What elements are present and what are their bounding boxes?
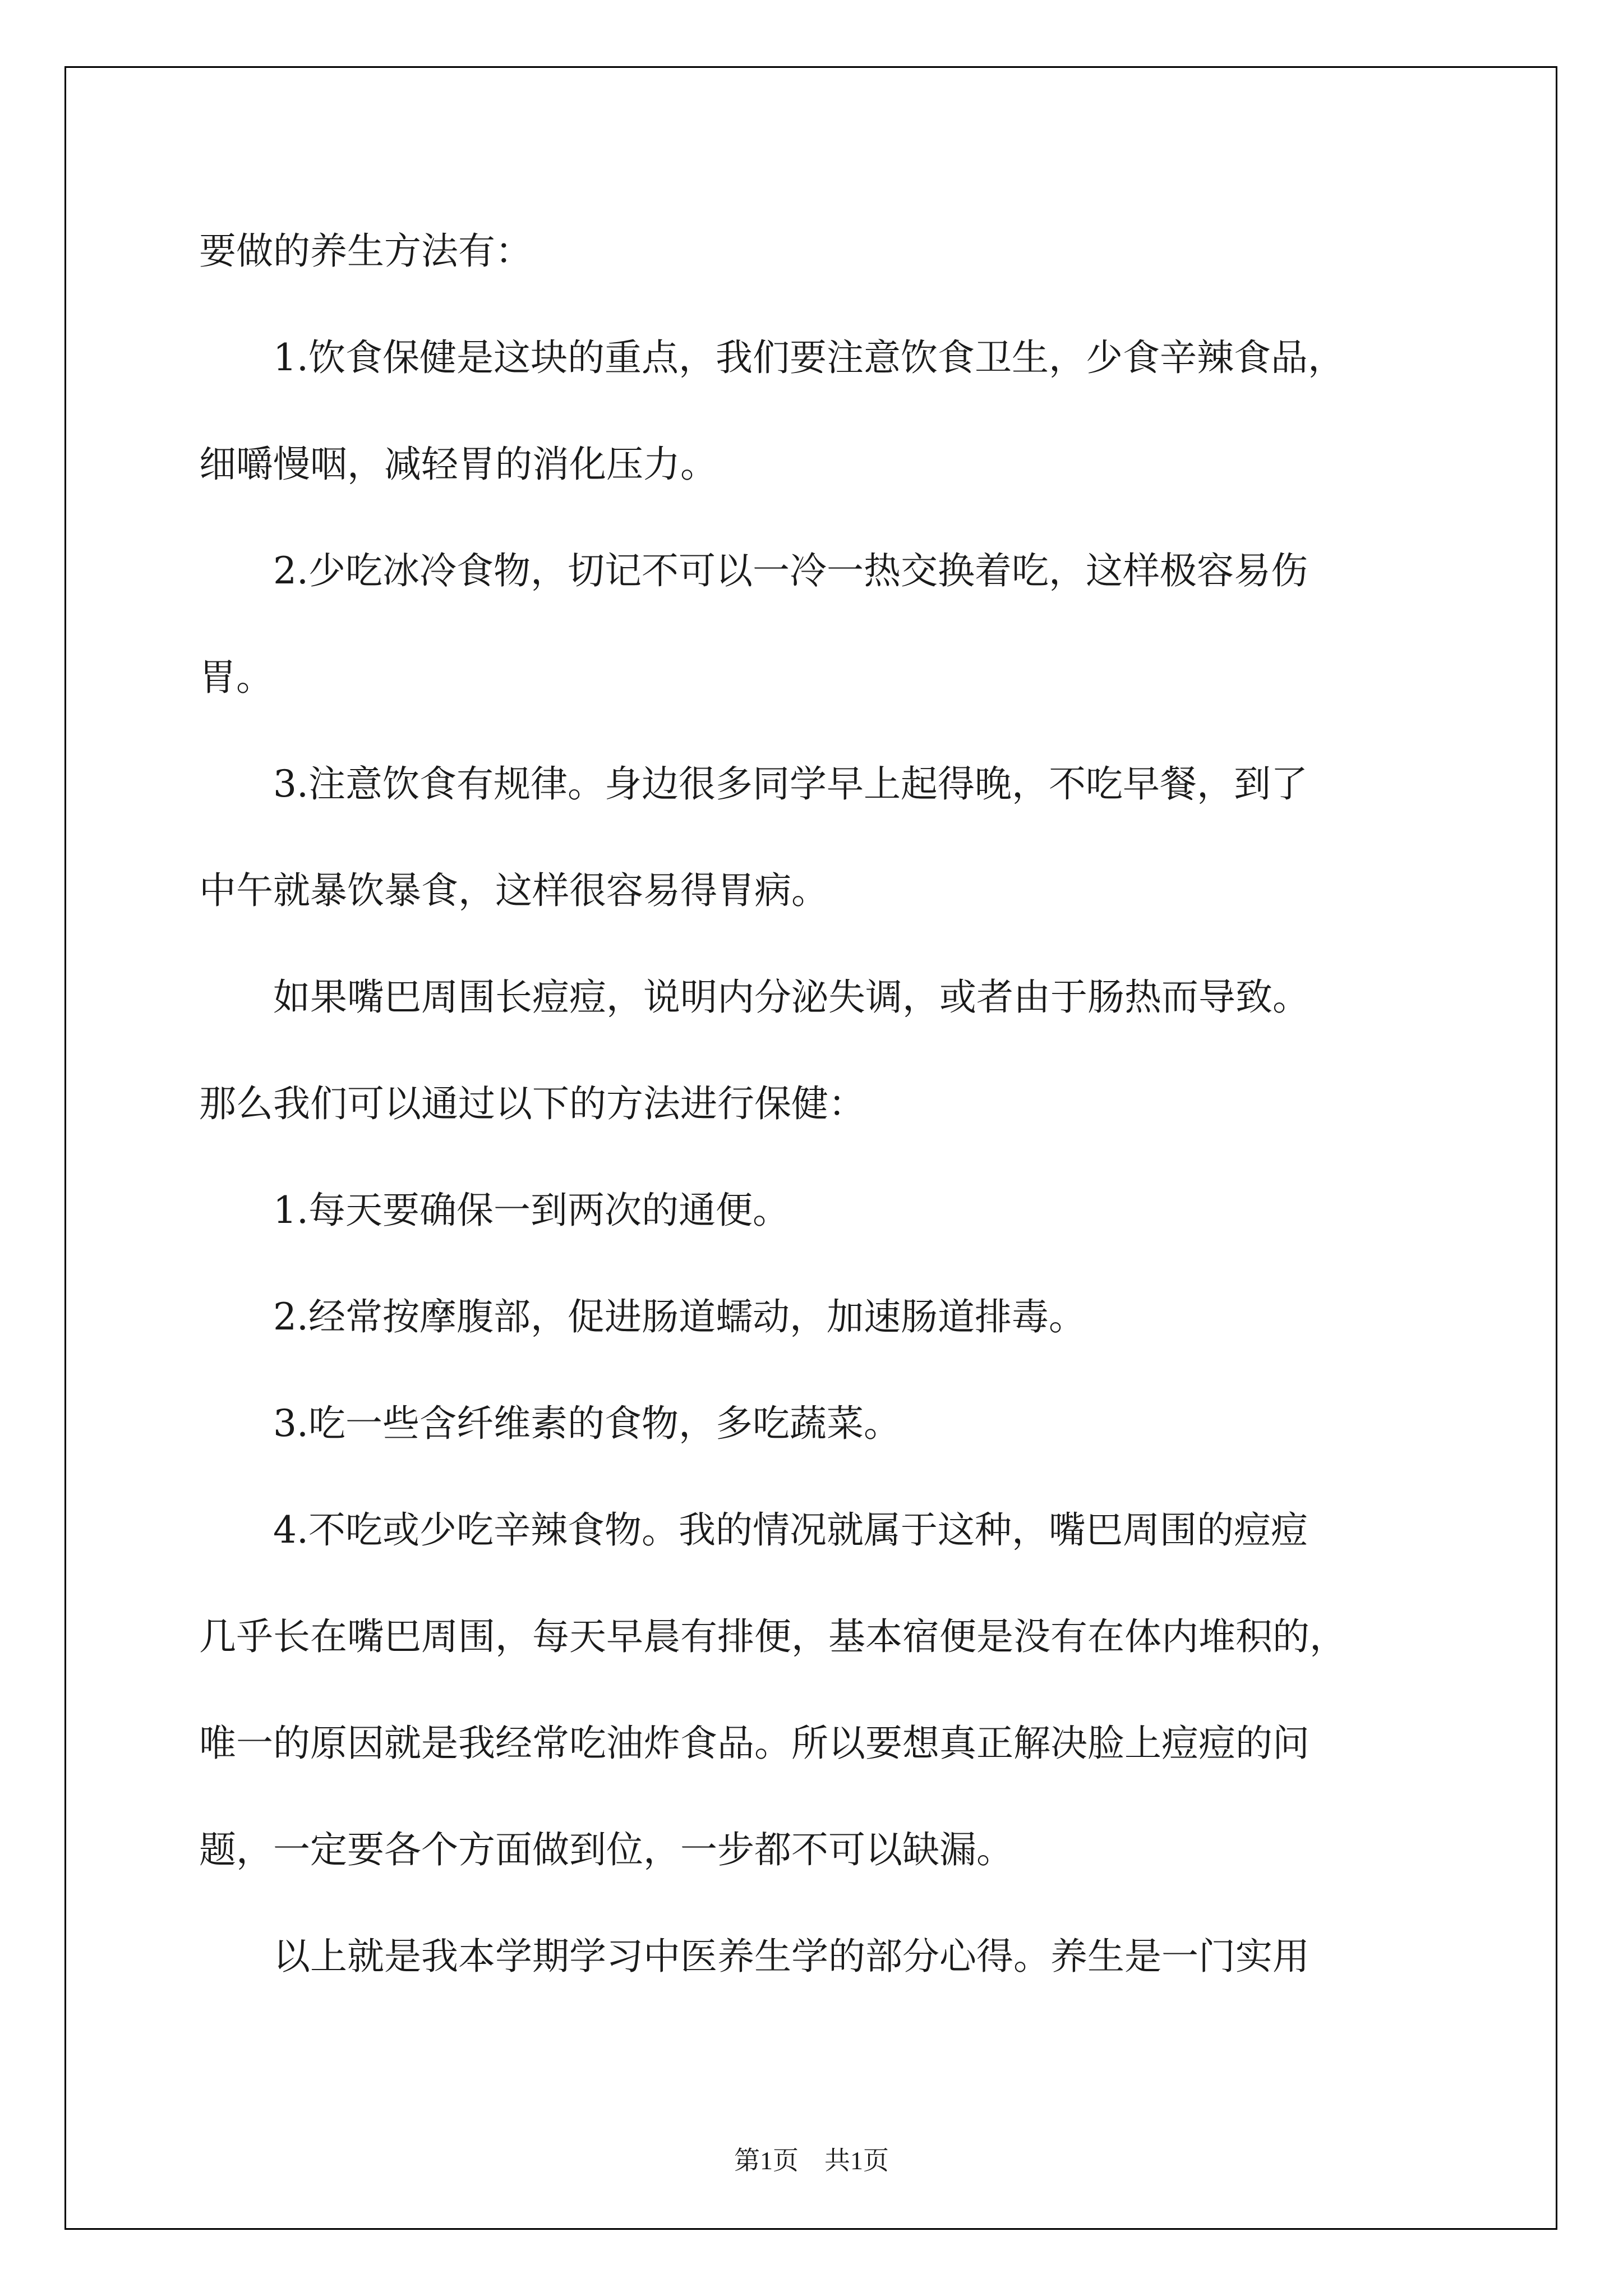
text-line: 题，一定要各个方面做到位，一步都不可以缺漏。 bbox=[199, 1828, 1013, 1871]
text-line: 1.每天要确保一到两次的通便。 bbox=[199, 1189, 790, 1232]
text-line: 2.经常按摩腹部，促进肠道蠕动，加速肠道排毒。 bbox=[199, 1295, 1086, 1338]
text-line: 要做的养生方法有： bbox=[199, 229, 532, 273]
text-line: 唯一的原因就是我经常吃油炸食品。所以要想真正解决脸上痘痘的问 bbox=[199, 1722, 1310, 1765]
text-line: 细嚼慢咽，减轻胃的消化压力。 bbox=[199, 443, 717, 486]
page-number-footer: 第1页 共1页 bbox=[734, 2146, 889, 2175]
text-line: 胃。 bbox=[199, 656, 273, 699]
text-line: 4.不吃或少吃辛辣食物。我的情况就属于这种，嘴巴周围的痘痘 bbox=[199, 1508, 1308, 1552]
text-line: 3.注意饮食有规律。身边很多同学早上起得晚，不吃早餐，到了 bbox=[199, 762, 1308, 806]
text-line: 1.饮食保健是这块的重点，我们要注意饮食卫生，少食辛辣食品， bbox=[199, 336, 1345, 379]
text-line: 以上就是我本学期学习中医养生学的部分心得。养生是一门实用 bbox=[199, 1935, 1310, 1978]
text-line: 几乎长在嘴巴周围，每天早晨有排便，基本宿便是没有在体内堆积的， bbox=[199, 1615, 1347, 1658]
page-border bbox=[64, 66, 1557, 2230]
text-line: 那么我们可以通过以下的方法进行保健： bbox=[199, 1082, 865, 1125]
text-line: 如果嘴巴周围长痘痘，说明内分泌失调，或者由于肠热而导致。 bbox=[199, 976, 1310, 1019]
text-line: 中午就暴饮暴食，这样很容易得胃病。 bbox=[199, 869, 828, 912]
text-line: 3.吃一些含纤维素的食物，多吃蔬菜。 bbox=[199, 1402, 901, 1445]
text-line: 2.少吃冰冷食物，切记不可以一冷一热交换着吃，这样极容易伤 bbox=[199, 549, 1308, 592]
